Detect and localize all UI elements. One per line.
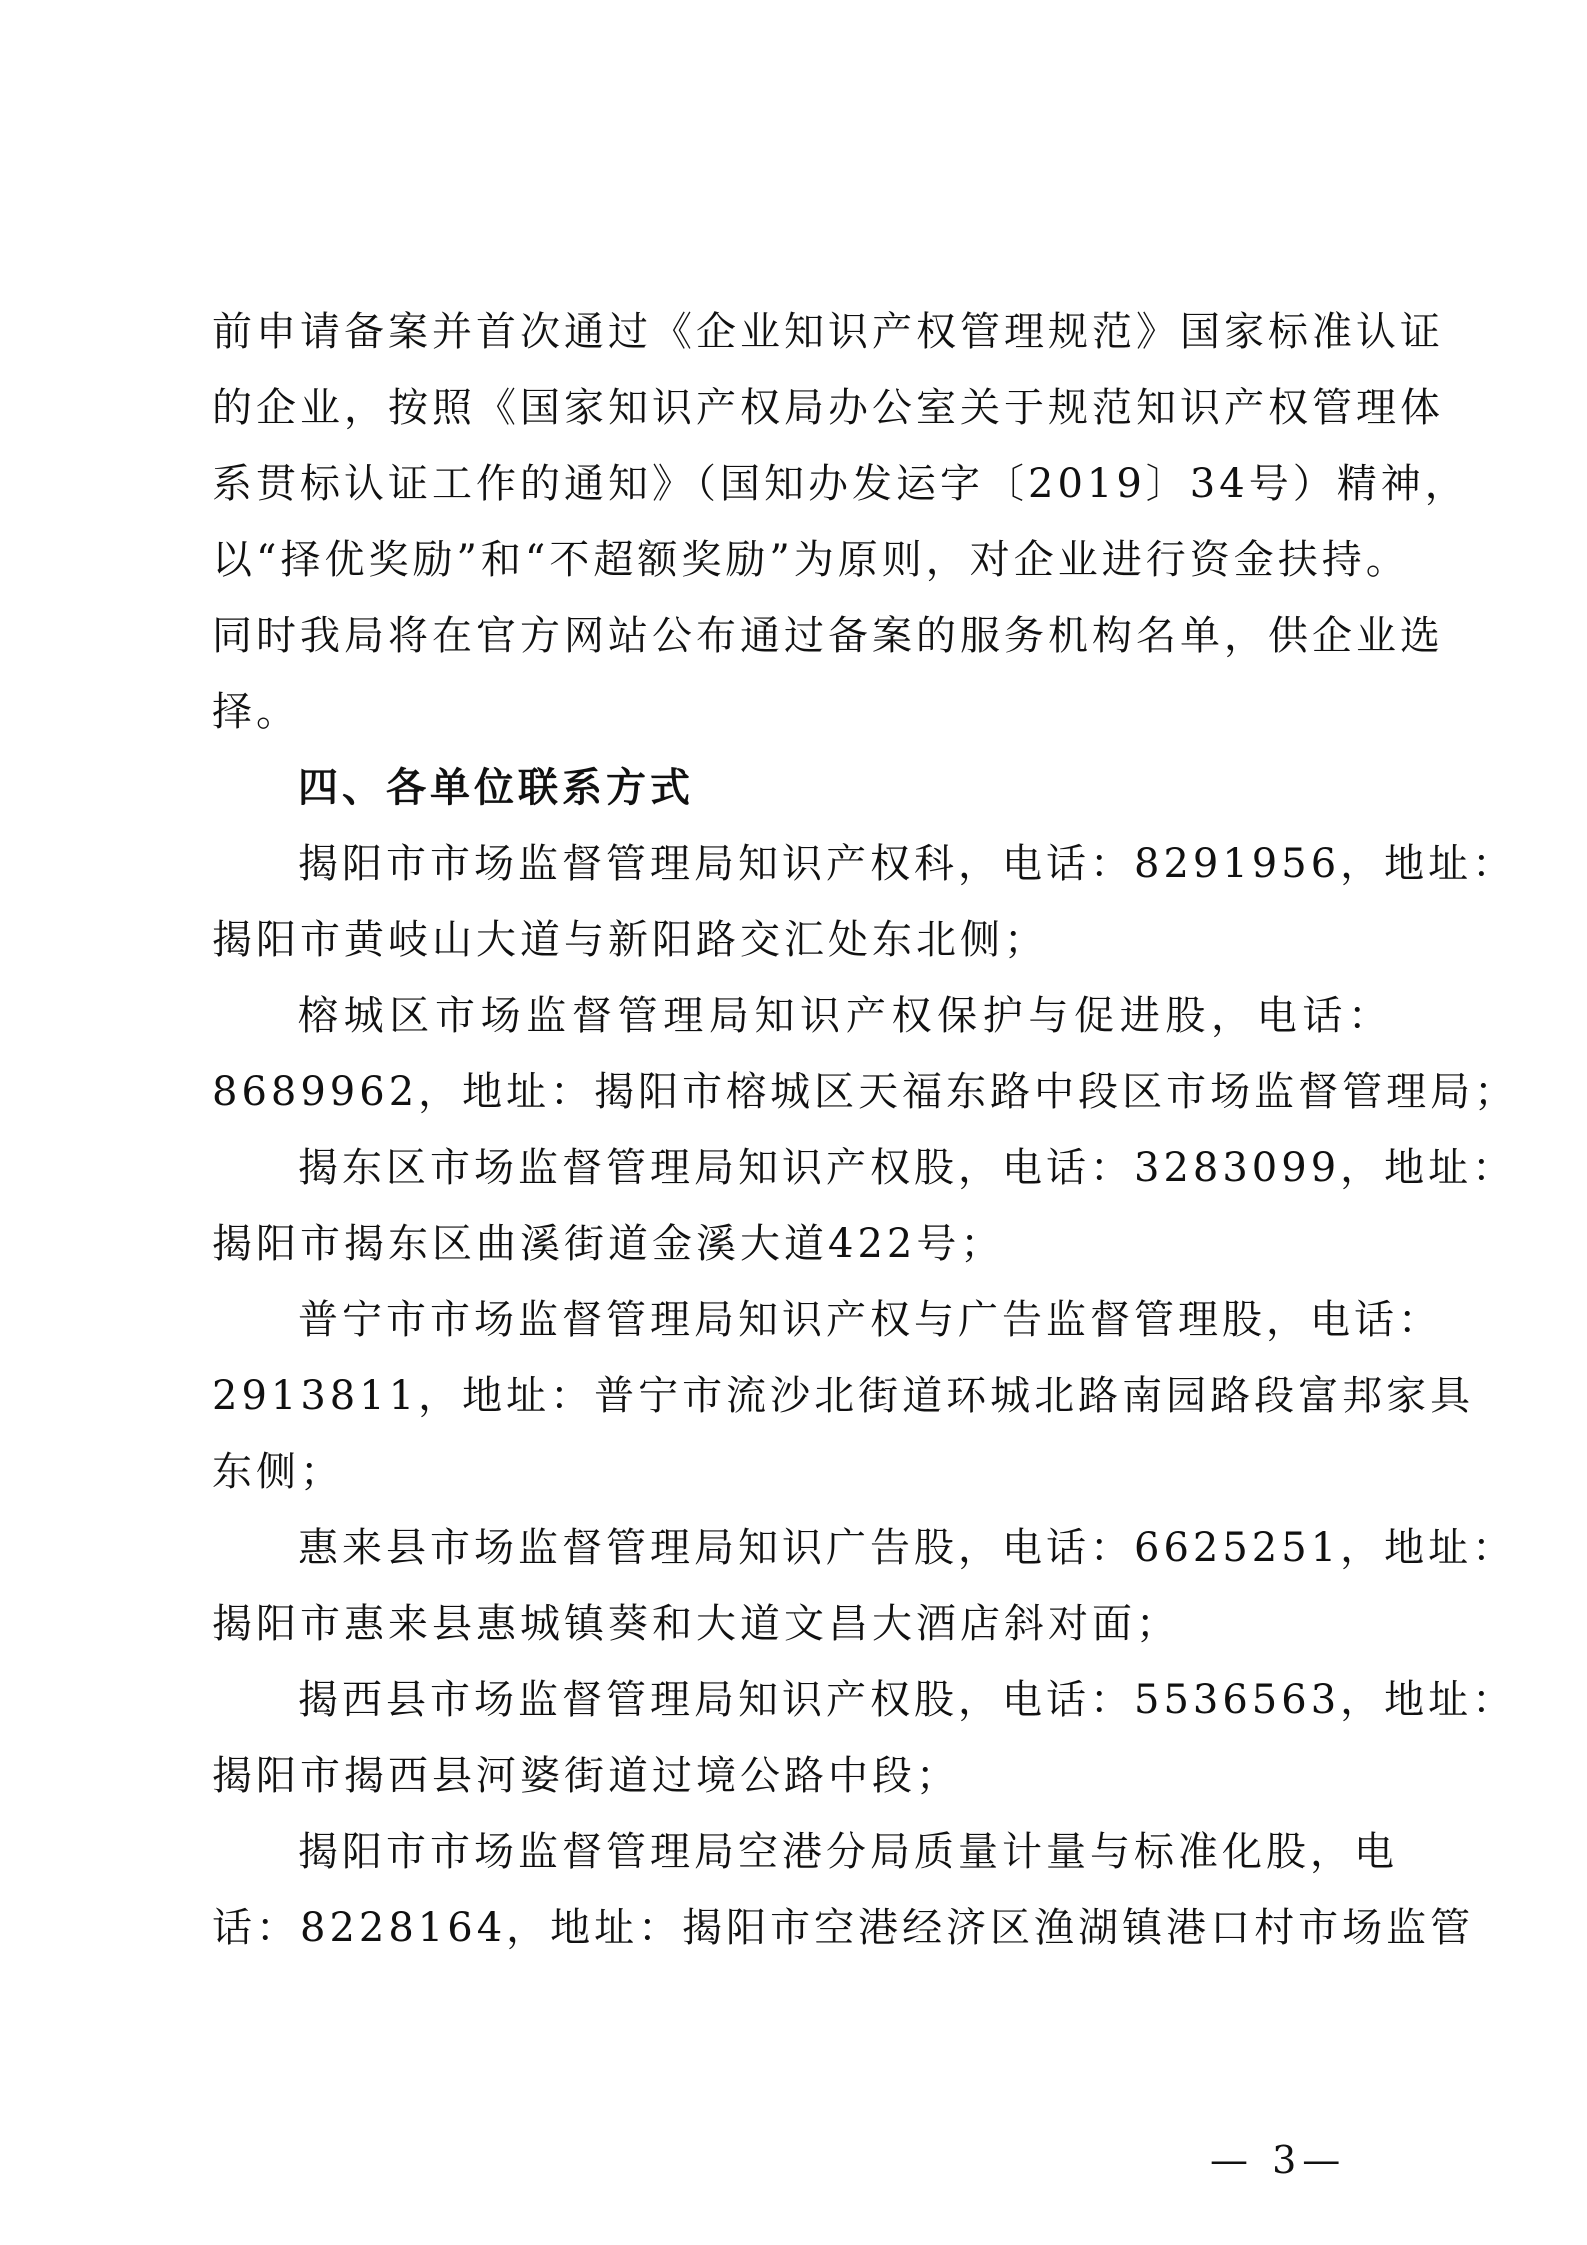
contact-line: 揭东区市场监督管理局知识产权股，电话：3283099，地址： xyxy=(298,1145,1517,1191)
text-line: 以“择优奖励”和“不超额奖励”为原则，对企业进行资金扶持。 xyxy=(212,537,1410,583)
text-line: 前申请备案并首次通过《企业知识产权管理规范》国家标准认证 xyxy=(212,309,1444,355)
contact-line: 揭阳市市场监督管理局知识产权科，电话：8291956，地址： xyxy=(298,841,1517,887)
contact-line: 揭阳市揭西县河婆街道过境公路中段； xyxy=(212,1753,960,1799)
text-line: 同时我局将在官方网站公布通过备案的服务机构名单，供企业选 xyxy=(212,613,1444,659)
document-body xyxy=(212,294,1519,1966)
contact-line: 揭阳市市场监督管理局空港分局质量计量与标准化股，电 xyxy=(298,1829,1398,1875)
text-line: 的企业，按照《国家知识产权局办公室关于规范知识产权管理体 xyxy=(212,385,1444,431)
page-number: — 3— xyxy=(1210,2138,1347,2182)
contact-line: 榕城区市场监督管理局知识产权保护与促进股，电话： xyxy=(298,993,1392,1039)
contact-line: 8689962，地址：揭阳市榕城区天福东路中段区市场监督管理局； xyxy=(212,1069,1519,1115)
contact-line: 话：8228164，地址：揭阳市空港经济区渔湖镇港口村市场监管 xyxy=(212,1905,1475,1951)
contact-line: 揭阳市黄岐山大道与新阳路交汇处东北侧； xyxy=(212,917,1048,963)
contact-line: 揭阳市惠来县惠城镇葵和大道文昌大酒店斜对面； xyxy=(212,1601,1180,1647)
contact-line: 惠来县市场监督管理局知识广告股，电话：6625251，地址： xyxy=(298,1525,1517,1571)
contact-line: 揭西县市场监督管理局知识产权股，电话：5536563，地址： xyxy=(298,1677,1517,1723)
contact-line: 揭阳市揭东区曲溪街道金溪大道422号； xyxy=(212,1221,1005,1267)
contact-line: 2913811，地址：普宁市流沙北街道环城北路南园路段富邦家具 xyxy=(212,1373,1475,1419)
section-heading: 四、各单位联系方式 xyxy=(298,765,694,811)
contact-line: 东侧； xyxy=(212,1449,344,1495)
text-line: 系贯标认证工作的通知》（国知办发运字〔2019〕34号）精神， xyxy=(212,461,1469,507)
text-line: 择。 xyxy=(212,689,300,735)
contact-line: 普宁市市场监督管理局知识产权与广告监督管理股，电话： xyxy=(298,1297,1442,1343)
